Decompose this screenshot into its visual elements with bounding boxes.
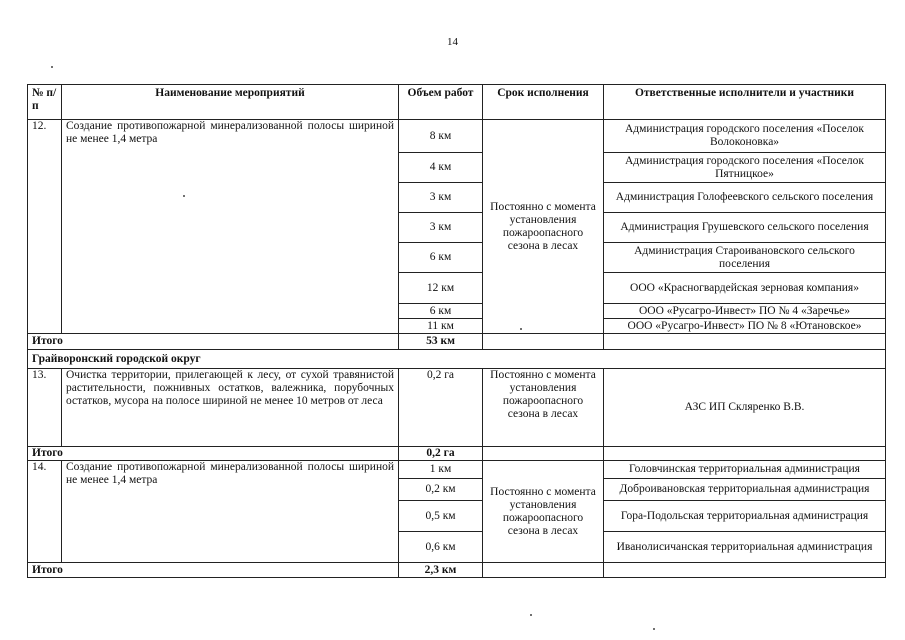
total-row	[28, 334, 886, 350]
item12-total-label: Итого	[28, 334, 399, 350]
item12-term: Постоянно с момента установления пожароопасного сезона в лесах	[483, 120, 604, 334]
empty-cell	[483, 447, 604, 461]
item12-executor-5: Администрация Староивановского сельского поселения	[604, 243, 886, 273]
table-row	[28, 461, 886, 479]
item14-name: Создание противопожарной минерализованной полосы шириной не менее 1,4 метра	[62, 461, 399, 563]
item14-total-value: 2,3 км	[399, 563, 483, 578]
empty-cell	[604, 447, 886, 461]
item13-total-label: Итого	[28, 447, 399, 461]
item12-volume-6: 12 км	[399, 273, 483, 304]
header-volume: Объем работ	[399, 85, 483, 120]
item14-volume-2: 0,2 км	[399, 479, 483, 501]
total-row	[28, 563, 886, 578]
item12-name: Создание противопожарной минерализованной полосы шириной не менее 1,4 метра	[62, 120, 399, 334]
total-row	[28, 447, 886, 461]
item12-volume-8: 11 км	[399, 319, 483, 334]
item12-volume-5: 6 км	[399, 243, 483, 273]
empty-cell	[483, 334, 604, 350]
empty-cell	[483, 563, 604, 578]
item12-executor-7: ООО «Русагро-Инвест» ПО № 4 «Заречье»	[604, 304, 886, 319]
header-term: Срок исполнения	[483, 85, 604, 120]
scan-speck	[653, 628, 655, 630]
item13-volume: 0,2 га	[399, 369, 483, 447]
scan-speck	[530, 614, 532, 616]
empty-cell	[604, 334, 886, 350]
header-num: № п/п	[28, 85, 62, 120]
item13-name: Очистка территории, прилегающей к лесу, от сухой травянистой растительности, пожнивных остатков, валежника, порубочных остатков, мусора на полосе шириной не менее 10 метров от леса	[62, 369, 399, 447]
item13-executor: АЗС ИП Скляренко В.В.	[604, 369, 886, 447]
item12-executor-4: Администрация Грушевского сельского поселения	[604, 213, 886, 243]
measures-table	[27, 84, 886, 578]
item14-volume-3: 0,5 км	[399, 501, 483, 532]
item14-executor-3: Гора-Подольская территориальная администрация	[604, 501, 886, 532]
item12-volume-3: 3 км	[399, 183, 483, 213]
empty-cell	[604, 563, 886, 578]
scan-speck	[183, 195, 185, 197]
item14-executor-2: Доброивановская территориальная администрация	[604, 479, 886, 501]
item13-total-value: 0,2 га	[399, 447, 483, 461]
scan-speck	[520, 328, 522, 330]
item12-total-value: 53 км	[399, 334, 483, 350]
item12-executor-8: ООО «Русагро-Инвест» ПО № 8 «Ютановское»	[604, 319, 886, 334]
table-row	[28, 369, 886, 447]
item12-num: 12.	[28, 120, 62, 334]
item12-executor-1: Администрация городского поселения «Поселок Волоконовка»	[604, 120, 886, 153]
header-executors: Ответственные исполнители и участники	[604, 85, 886, 120]
item12-executor-3: Администрация Голофеевского сельского поселения	[604, 183, 886, 213]
item14-volume-4: 0,6 км	[399, 532, 483, 563]
page-number: 14	[447, 36, 458, 48]
item12-volume-1: 8 км	[399, 120, 483, 153]
item12-executor-2: Администрация городского поселения «Поселок Пятницкое»	[604, 153, 886, 183]
item12-volume-7: 6 км	[399, 304, 483, 319]
item14-total-label: Итого	[28, 563, 399, 578]
item13-num: 13.	[28, 369, 62, 447]
item12-volume-2: 4 км	[399, 153, 483, 183]
item14-volume-1: 1 км	[399, 461, 483, 479]
item14-term: Постоянно с момента установления пожароопасного сезона в лесах	[483, 461, 604, 563]
scan-speck	[51, 66, 53, 68]
item13-term: Постоянно с момента установления пожароопасного сезона в лесах	[483, 369, 604, 447]
item14-executor-1: Головчинская территориальная администрация	[604, 461, 886, 479]
group-title: Грайворонский городской округ	[28, 350, 886, 369]
item12-volume-4: 3 км	[399, 213, 483, 243]
item14-executor-4: Иванолисичанская территориальная администрация	[604, 532, 886, 563]
table-header-row	[28, 85, 886, 120]
table-row	[28, 120, 886, 153]
item12-executor-6: ООО «Красногвардейская зерновая компания»	[604, 273, 886, 304]
item14-num: 14.	[28, 461, 62, 563]
header-name: Наименование мероприятий	[62, 85, 399, 120]
group-row	[28, 350, 886, 369]
